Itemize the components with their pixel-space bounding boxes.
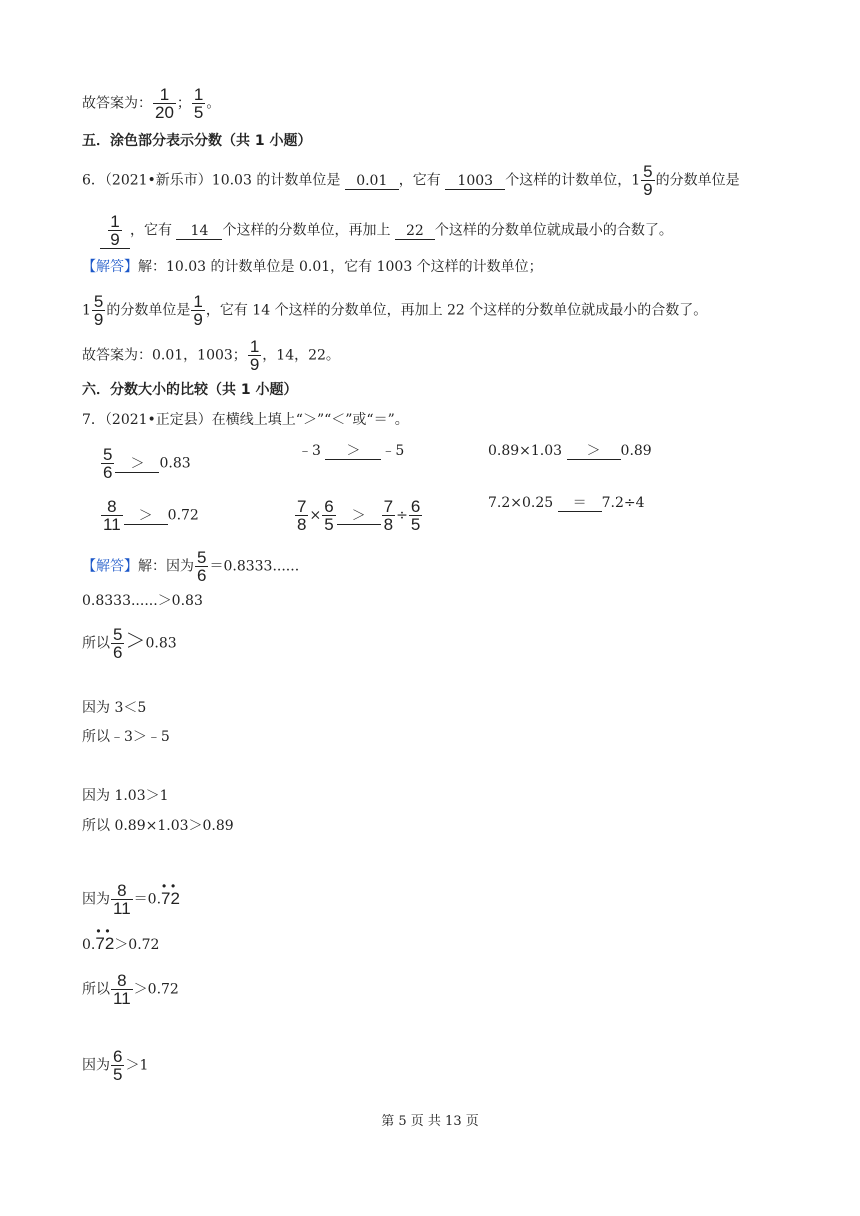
fraction: $\frac{6}{5}$ [410,497,421,534]
answer-blank: ＞ [124,508,168,525]
fraction: $\frac{5}{6}$ [103,445,113,482]
answer-blank: 1003 [445,173,505,190]
fraction: $\frac{5}{6}$ [197,548,207,585]
repeating-decimal: 72 • • [95,924,115,953]
comparison-item: 0.89×1.03 ＞ 0.89 [488,443,652,459]
fraction: $\frac{1}{20}$ [155,85,174,122]
fraction: $\frac{5}{9}$ [93,292,104,329]
solution-tag: 【解答】 [82,558,138,575]
comparison-item: $\frac{5}{6}$ ＞ 0.83 [103,445,191,482]
fraction: $\frac{5}{9}$ [643,162,653,199]
answer-blank: 0.01 [345,173,399,190]
solution-line: 因为 $\frac{6}{5}$ ＞1 [82,1047,149,1084]
solution-line: 所以 $\frac{8}{11}$ ＞0.72 [82,971,179,1008]
answer-blank: ＞ [115,456,159,473]
question-7-stem: 7．（2021•正定县）在横线上填上“＞”“＜”或“＝”。 [82,412,409,428]
fraction: $\frac{5}{6}$ [113,625,123,662]
solution-line: 【解答】解：10.03 的计数单位是 0.01，它有 1003 个这样的计数单位； [82,259,543,275]
answer-blank: ＝ [558,495,602,512]
solution-line: 因为 1.03＞1 [82,788,169,804]
answer-blank: 14 [176,223,222,240]
solution-line: 1 $\frac{5}{9}$ 的分数单位是 $\frac{1}{9}$ ，它有 14 个这样的分数单位，再加上 22 个这样的分数单位就成最小的合数了。 [82,292,708,329]
page-footer: 第 5 页 共 13 页 [381,1114,479,1129]
solution-line: 【解答】解：因为 $\frac{5}{6}$ ＝0.8333...... [82,548,300,585]
repeating-decimal: 72 • • [161,878,180,908]
fraction: $\frac{1}{5}$ [193,85,204,122]
fraction: $\frac{8}{11}$ [103,497,121,534]
comparison-item: ﹣3 ＞ ﹣5 [298,443,405,459]
solution-line: 因为 3＜5 [82,700,147,716]
answer-line: 故答案为： $\frac{1}{20}$ ； $\frac{1}{5}$ 。 [82,85,221,122]
answer-line: 故答案为：0.01，1003； $\frac{1}{9}$ ，14，22。 [82,337,340,374]
solution-line: 所以 $\frac{5}{6}$ ＞0.83 [82,625,177,662]
answer-blank: ＞ [325,443,381,460]
solution-line: 因为 $\frac{8}{11}$ ＝0.72 • • [82,878,180,918]
answer-blank: $\frac{1}{9}$ [100,213,130,249]
fraction: $\frac{8}{11}$ [113,971,131,1008]
fraction: $\frac{8}{11}$ [113,881,131,918]
comparison-item: $\frac{7}{8}$ × $\frac{6}{5}$ ＞ $\frac{7}{8}$ ÷ $\frac{6}{5}$ [297,497,421,534]
comparison-item: $\frac{8}{11}$ ＞ 0.72 [103,497,199,534]
solution-line: 所以﹣3＞﹣5 [82,729,170,745]
comparison-item: 7.2×0.25 ＝ 7.2÷4 [488,495,645,511]
question-6-line2: $\frac{1}{9}$ ，它有 14 个这样的分数单位，再加上 22 个这样的分数单位就成最小的合数了。 [100,213,673,249]
solution-tag: 【解答】 [82,259,138,275]
solution-line: 0.72 • • ＞0.72 [82,924,160,953]
fraction: $\frac{7}{8}$ [297,497,307,534]
fraction: $\frac{6}{5}$ [113,1047,123,1084]
solution-line: 所以 0.89×1.03＞0.89 [82,818,234,834]
question-6-line1: 6．（2021•新乐市）10.03 的计数单位是 0.01 ，它有 1003 个这样的计数单位，1 $\frac{5}{9}$ 的分数单位是 [82,162,740,199]
answer-blank: 22 [395,223,435,240]
section-title: 五．涂色部分表示分数（共 1 小题） [82,133,312,149]
answer-blank: ＞ [567,443,621,460]
fraction: $\frac{1}{9}$ [193,292,203,329]
fraction: $\frac{1}{9}$ [249,337,260,374]
section-title: 六．分数大小的比较（共 1 小题） [82,382,298,398]
answer-blank: ＞ [337,508,381,525]
solution-line: 0.8333......＞0.83 [82,593,203,609]
fraction: $\frac{7}{8}$ [383,497,394,534]
fraction: $\frac{6}{5}$ [324,497,334,534]
